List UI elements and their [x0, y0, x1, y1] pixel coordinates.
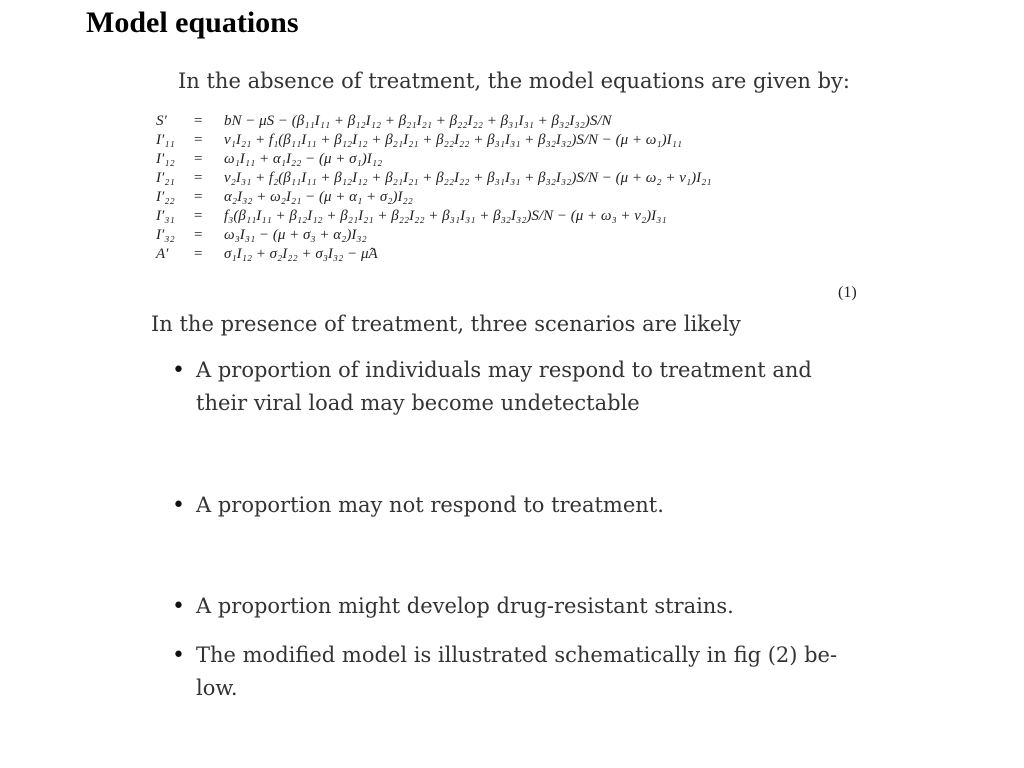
equation-row	[156, 150, 712, 169]
equation-rhs: ν₁I₂₁ + f₁(β₁₁I₁₁ + β₁₂I₁₂ + β₂₁I₂₁ + β₂₂I₂₂ + β₃₁I₃₁ + β₃₂I₃₂)S/N − (μ + ω₁)I₁₁	[224, 132, 683, 148]
bullet-text: A proportion of individuals may respond to treatment and their viral load may become undetectable	[196, 358, 812, 415]
equation-rhs: bN − μS − (β₁₁I₁₁ + β₁₂I₁₂ + β₂₁I₂₁ + β₂₂I₂₂ + β₃₁I₃₁ + β₃₂I₃₂)S/N	[224, 113, 612, 129]
equation-row	[156, 112, 712, 131]
equation-lhs: I′₃₁	[156, 208, 175, 224]
equals-sign: =	[194, 113, 203, 129]
equation-rhs: ω₁I₁₁ + α₁I₂₂ − (μ + σ₁)I₁₂	[224, 151, 383, 167]
equation-number: (1)	[838, 284, 857, 301]
presence-text: In the presence of treatment, three scenarios are likely	[151, 312, 741, 336]
equation-system	[156, 112, 712, 264]
equation-rhs: σ₁I₁₂ + σ₂I₂₂ + σ₃I₃₂ − μ̂A	[224, 246, 378, 262]
intro-text: In the absence of treatment, the model equations are given by:	[178, 69, 850, 93]
equation-lhs: A′	[156, 246, 169, 262]
equation-rhs: ν₂I₃₁ + f₂(β₁₁I₁₁ + β₁₂I₁₂ + β₂₁I₂₁ + β₂₂I₂₂ + β₃₁I₃₁ + β₃₂I₃₂)S/N − (μ + ω₂ + ν₁)I₂₁	[224, 170, 712, 186]
list-item	[172, 590, 862, 623]
bullet-text: The modified model is illustrated schematically in fig (2) be- low.	[196, 643, 838, 700]
equals-sign: =	[194, 246, 203, 262]
equation-lhs: I′₁₂	[156, 151, 175, 167]
bullet-icon: •	[172, 493, 185, 518]
equation-row	[156, 226, 712, 245]
equation-lhs: I′₂₂	[156, 189, 175, 205]
equation-row	[156, 169, 712, 188]
equals-sign: =	[194, 189, 203, 205]
list-item	[172, 489, 862, 522]
bullet-text: A proportion might develop drug-resistant strains.	[196, 594, 734, 618]
equation-lhs: I′₂₁	[156, 170, 175, 186]
equals-sign: =	[194, 208, 203, 224]
equals-sign: =	[194, 170, 203, 186]
equation-rhs: f₃(β₁₁I₁₁ + β₁₂I₁₂ + β₂₁I₂₁ + β₂₂I₂₂ + β₃₁I₃₁ + β₃₂I₃₂)S/N − (μ + ω₃ + ν₂)I₃₁	[224, 208, 667, 224]
equation-lhs: S′	[156, 113, 167, 129]
equation-row	[156, 207, 712, 226]
bullet-icon: •	[172, 643, 185, 668]
bullet-icon: •	[172, 358, 185, 383]
bullet-text: A proportion may not respond to treatment.	[196, 493, 664, 517]
bullet-icon: •	[172, 594, 185, 619]
equation-lhs: I′₁₁	[156, 132, 175, 148]
equation-row	[156, 131, 712, 150]
list-item	[172, 639, 862, 705]
equals-sign: =	[194, 151, 203, 167]
list-item	[172, 354, 862, 420]
equals-sign: =	[194, 132, 203, 148]
equation-rhs: α₂I₃₂ + ω₂I₂₁ − (μ + α₁ + σ₂)I₂₂	[224, 189, 413, 205]
equation-row	[156, 188, 712, 207]
equation-rhs: ω₃I₃₁ − (μ + σ₃ + α₂)I₃₂	[224, 227, 367, 243]
page-title: Model equations	[86, 6, 299, 39]
equation-row	[156, 245, 712, 264]
equation-lhs: I′₃₂	[156, 227, 175, 243]
equals-sign: =	[194, 227, 203, 243]
